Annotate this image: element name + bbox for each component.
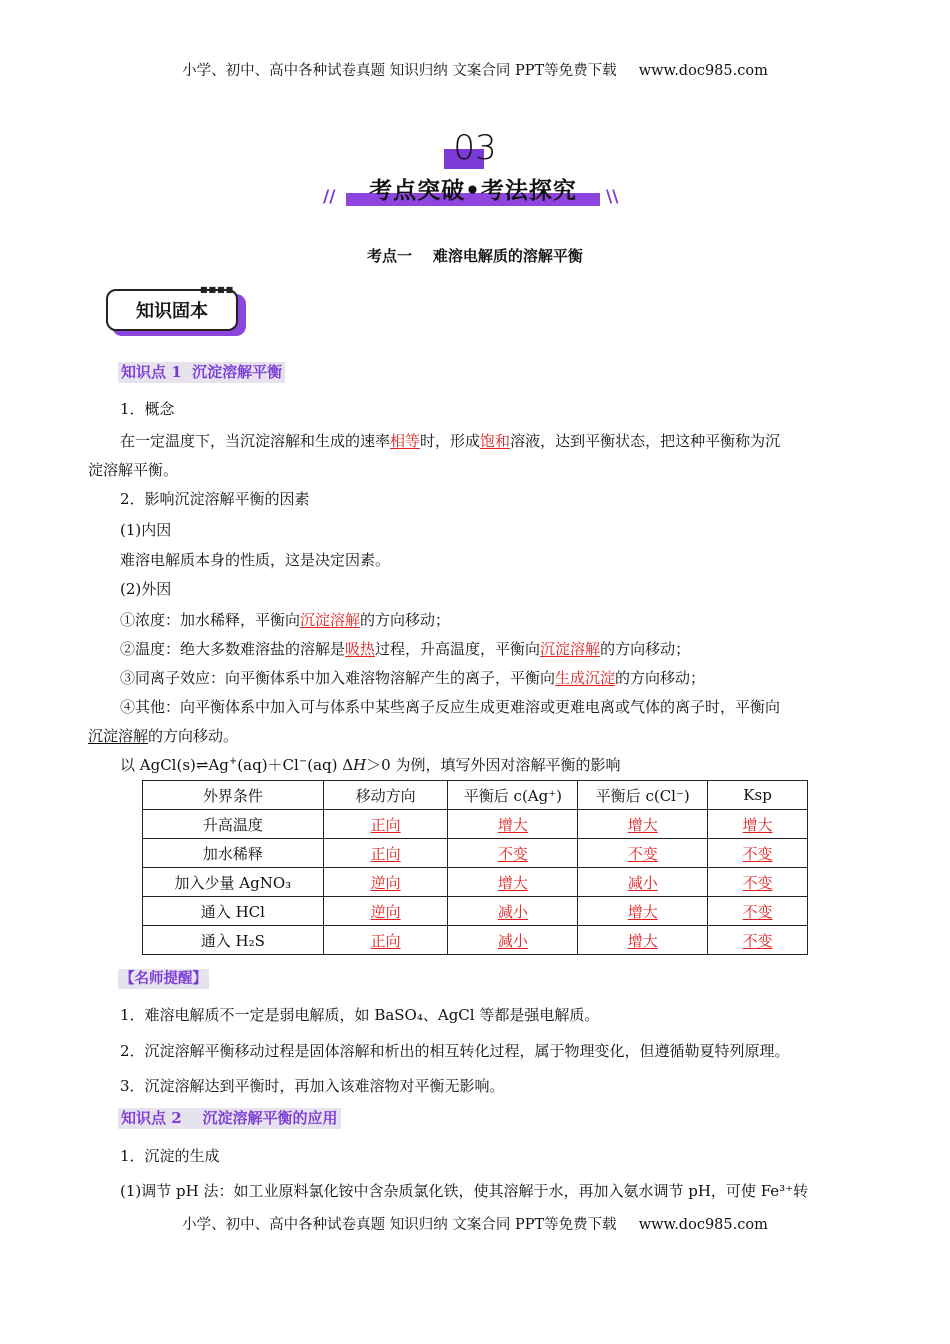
table-header-cell: 平衡后 c(Ag⁺): [448, 781, 578, 810]
text: ②温度：绝大多数难溶盐的溶解是: [120, 640, 346, 658]
answer: 不变: [742, 873, 773, 892]
table-cell: [448, 897, 578, 926]
outer-factor-label: (2)外因: [120, 580, 172, 598]
text: (aq)＋Cl: [237, 756, 299, 774]
table-cell: [578, 839, 708, 868]
text: H: [353, 756, 367, 774]
page-header: [0, 59, 950, 80]
factors-heading: 2．影响沉淀溶解平衡的因素: [120, 490, 310, 508]
answer: 不变: [742, 931, 773, 950]
text: 过程，升高温度，平衡向: [375, 640, 541, 658]
answer: 减小: [497, 902, 528, 921]
table-cell: [708, 897, 808, 926]
table-cell: 加水稀释: [143, 839, 324, 868]
answer: 增大: [497, 873, 528, 892]
answer: 沉淀溶解: [300, 611, 361, 629]
answer: 沉淀溶解: [540, 640, 601, 658]
table-cell: [448, 810, 578, 839]
table-cell: [323, 810, 448, 839]
answer: 正向: [370, 931, 401, 950]
table-cell: 通入 H₂S: [143, 926, 324, 955]
table-cell: [323, 868, 448, 897]
answer: 减小: [627, 873, 658, 892]
concept-paragraph: [120, 430, 780, 451]
answer: 增大: [627, 902, 658, 921]
answer: 减小: [497, 931, 528, 950]
page-footer: [0, 1213, 950, 1234]
table-row: [143, 810, 808, 839]
table-cell: [448, 926, 578, 955]
table-cell: [448, 868, 578, 897]
table-cell: [708, 926, 808, 955]
tip-item: 2．沉淀溶解平衡移动过程是固体溶解和析出的相互转化过程，属于物理变化，但遵循勒夏特列原理。: [120, 1042, 790, 1060]
banner-left-slash-icon: //: [323, 187, 336, 207]
badge-dots-icon: ■■■■: [200, 285, 235, 294]
answer: 增大: [627, 931, 658, 950]
knowledge-point-1-title: 知识点 1 沉淀溶解平衡: [118, 362, 285, 383]
text: ③同离子效应：向平衡体系中加入难溶物溶解产生的离子，平衡向: [120, 669, 556, 687]
table-cell: [578, 926, 708, 955]
application-heading: 1．沉淀的生成: [120, 1147, 220, 1165]
text: 溶液，达到平衡状态，把这种平衡称为沉: [510, 432, 781, 450]
factor-other: ④其他：向平衡体系中加入可与体系中某些离子反应生成更难溶或更难电离或气体的离子时，平衡向: [120, 698, 781, 716]
answer: 不变: [497, 844, 528, 863]
text: 以 AgCl(s): [120, 756, 196, 774]
table-cell: [578, 897, 708, 926]
section-subtitle: 考点一 难溶电解质的溶解平衡: [367, 247, 583, 265]
equilibrium-equation: [120, 754, 621, 775]
answer: 不变: [742, 844, 773, 863]
table-cell: [323, 926, 448, 955]
factor-common-ion: [120, 667, 705, 688]
table-cell: [708, 868, 808, 897]
superscript: +: [228, 756, 238, 767]
answer: 吸热: [345, 640, 376, 658]
concept-heading: 1．概念: [120, 400, 175, 418]
table-header-row: [143, 781, 808, 810]
tip-item: 3．沉淀溶解达到平衡时，再加入该难溶物对平衡无影响。: [120, 1077, 505, 1095]
table-row: [143, 839, 808, 868]
table-cell: [578, 868, 708, 897]
table-header-cell: 平衡后 c(Cl⁻): [578, 781, 708, 810]
answer: 不变: [627, 844, 658, 863]
superscript: −: [298, 756, 308, 767]
table-row: [143, 868, 808, 897]
banner-title: 考点突破•考法探究: [369, 178, 577, 204]
table-header-cell: Ksp: [708, 781, 808, 810]
knowledge-badge-label: 知识固本: [136, 301, 208, 322]
factor-temperature: [120, 638, 690, 659]
factor-concentration: [120, 609, 450, 630]
answer: 正向: [370, 815, 401, 834]
answer: 增大: [627, 815, 658, 834]
footer-text: 小学、初中、高中各种试卷真题 知识归纳 文案合同 PPT等免费下载: [182, 1217, 617, 1233]
table-header-cell: 移动方向: [323, 781, 448, 810]
inner-factor-label: (1)内因: [120, 521, 172, 539]
answer: 生成沉淀: [555, 669, 616, 687]
table-cell: [323, 839, 448, 868]
answer: 逆向: [370, 902, 401, 921]
header-url[interactable]: www.doc985.com: [638, 63, 768, 79]
answer: 沉淀溶解: [88, 727, 149, 745]
text: ①浓度：加水稀释，平衡向: [120, 611, 301, 629]
table-row: [143, 897, 808, 926]
table-cell: 升高温度: [143, 810, 324, 839]
answer: 正向: [370, 844, 401, 863]
equilibrium-arrow-icon: ⇌: [195, 756, 209, 774]
table-cell: 加入少量 AgNO₃: [143, 868, 324, 897]
knowledge-point-2-title: 知识点 2 沉淀溶解平衡的应用: [118, 1108, 341, 1129]
table-cell: 通入 HCl: [143, 897, 324, 926]
table-cell: [323, 897, 448, 926]
tip-item: 1．难溶电解质不一定是弱电解质，如 BaSO₄、AgCl 等都是强电解质。: [120, 1006, 600, 1024]
text: Ag: [208, 756, 229, 774]
answer: 逆向: [370, 873, 401, 892]
banner-number: 03: [453, 128, 497, 168]
table-header-cell: 外界条件: [143, 781, 324, 810]
teacher-tip-title: 【名师提醒】: [120, 970, 207, 987]
inner-factor-text: 难溶电解质本身的性质，这是决定因素。: [120, 551, 391, 569]
text: 在一定温度下，当沉淀溶解和生成的速率: [120, 432, 391, 450]
text: 时，形成: [420, 432, 481, 450]
answer: 增大: [497, 815, 528, 834]
banner-right-slash-icon: \\: [606, 187, 619, 207]
table-cell: [708, 839, 808, 868]
header-text: 小学、初中、高中各种试卷真题 知识归纳 文案合同 PPT等免费下载: [182, 63, 617, 79]
text: 的方向移动；: [600, 640, 691, 658]
factors-table: [142, 780, 808, 955]
table-cell: [578, 810, 708, 839]
text: ＞0 为例，填写外因对溶解平衡的影响: [366, 756, 621, 774]
text: 的方向移动；: [360, 611, 451, 629]
text: (aq) Δ: [307, 756, 354, 774]
answer: 增大: [742, 815, 773, 834]
table-cell: [448, 839, 578, 868]
table-cell: [708, 810, 808, 839]
factor-other-cont: [88, 725, 238, 746]
concept-paragraph-cont: 淀溶解平衡。: [88, 461, 179, 479]
table-row: [143, 926, 808, 955]
text: 的方向移动；: [615, 669, 706, 687]
text: 的方向移动。: [148, 727, 239, 745]
application-ph-method: (1)调节 pH 法：如工业原料氯化铵中含杂质氯化铁，使其溶解于水，再加入氨水调节 pH，可使 Fe³⁺转: [120, 1182, 809, 1200]
answer-saturated: 饱和: [480, 432, 511, 450]
footer-url[interactable]: www.doc985.com: [638, 1217, 768, 1233]
answer-equal: 相等: [390, 432, 421, 450]
answer: 不变: [742, 902, 773, 921]
